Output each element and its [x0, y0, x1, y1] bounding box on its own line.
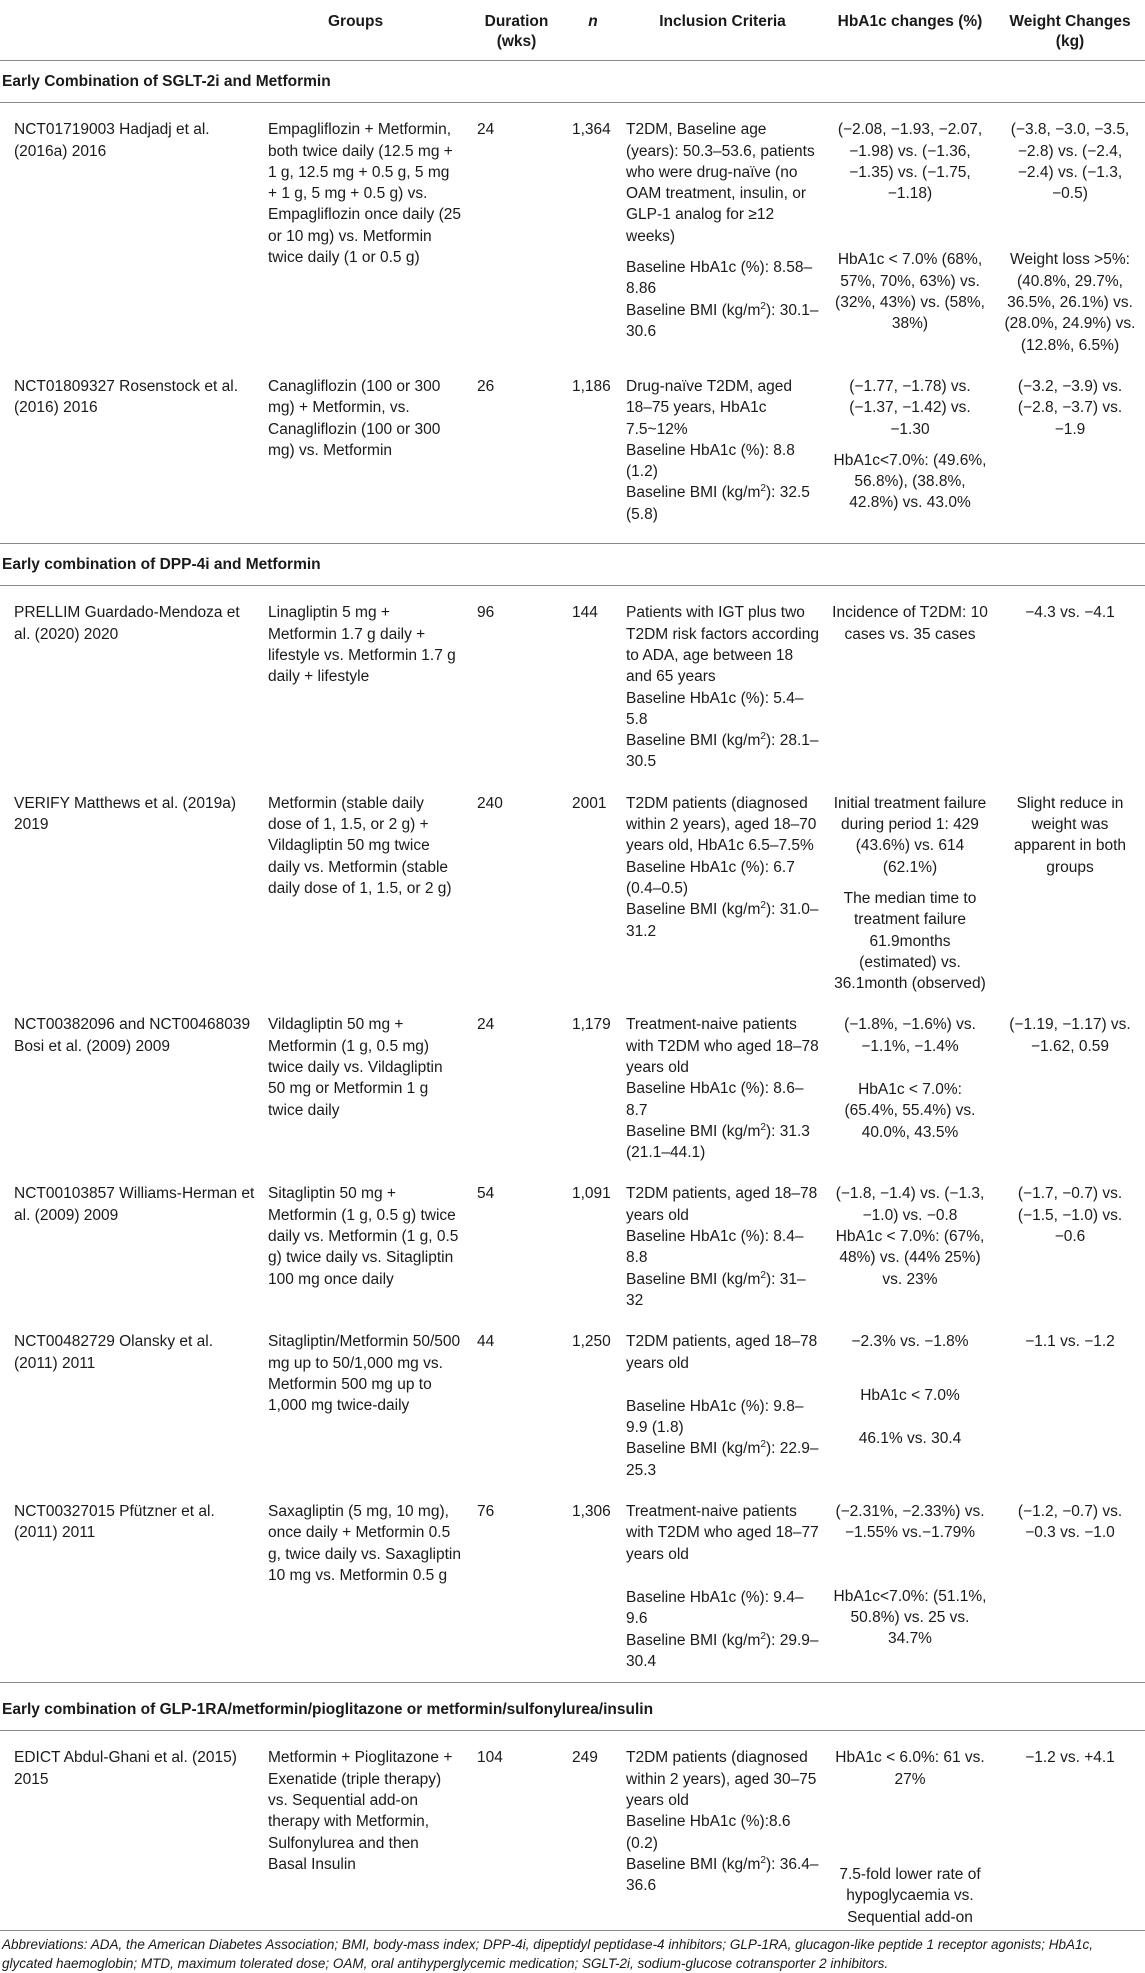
hba1c-target: HbA1c < 7.0%: (67%, 48%) vs. (44% 25%) vs. 23% — [835, 1228, 985, 1288]
hba1c-change: (−1.8, −1.4) vs. (−1.3, −1.0) vs. −0.8 — [835, 1185, 985, 1224]
bmi-value: ): 31.3 (21.1–44.1) — [626, 1122, 810, 1162]
inclusion-text: Treatment-naive patients with T2DM who aged 18–77 years old — [626, 1503, 819, 1563]
cell-groups: Vildagliptin 50 mg + Metformin (1 g, 0.5 mg) twice daily vs. Vildagliptin 50 mg or Metformin 1 g twice daily — [268, 1016, 443, 1119]
header-n — [566, 0, 620, 61]
section-title: Early combination of DPP-4i and Metformin — [0, 544, 1145, 586]
cell-groups: Empagliflozin + Metformin, both twice daily (12.5 mg + 1 g, 12.5 mg + 0.5 g, 5 mg + 1 g, 5 mg + 0.5 g) vs. Empagliflozin once daily (25 or 10 mg) vs. Metformin twice daily (1 or 0.5 g) — [268, 121, 461, 267]
inclusion-text: T2DM patients (diagnosed within 2 years), aged 18–70 years old, HbA1c 6.5–7.5% — [626, 794, 817, 855]
table-row — [0, 777, 1145, 999]
hba1c-change: −2.3% vs. −1.8% — [851, 1333, 969, 1351]
cell-groups: Metformin + Pioglitazone + Exenatide (triple therapy) vs. Sequential add-on therapy with Metformin, Sulfonylurea and then Basal Insulin — [262, 1731, 467, 1930]
inclusion-text: Drug-naïve T2DM, aged 18–75 years, HbA1c 7.5~12% — [626, 377, 792, 438]
bmi-label: Baseline BMI (kg/m — [626, 732, 761, 750]
bmi-value: ): 22.9–25.3 — [626, 1440, 819, 1479]
inclusion-hba1c: Baseline HbA1c (%): 8.8 (1.2) — [626, 441, 795, 481]
inclusion-bmi — [626, 730, 819, 773]
cell-hba1c — [825, 1315, 995, 1485]
inclusion-hba1c: Baseline HbA1c (%): 9.8–9.9 (1.8) — [626, 1397, 804, 1437]
table-row — [0, 360, 1145, 544]
bmi-label: Baseline BMI (kg/m — [626, 1631, 761, 1649]
inclusion-bmi — [626, 899, 819, 942]
table-row — [0, 103, 1145, 360]
cell-duration: 26 — [467, 360, 566, 544]
cell-groups: Metformin (stable daily dose of 1, 1.5, or 2 g) + Vildagliptin 50 mg twice daily vs. Metformin (stable daily dose of 1, 1.5, or 2 g) — [268, 794, 452, 897]
inclusion-bmi — [626, 1630, 819, 1673]
cell-duration: 44 — [477, 1333, 495, 1351]
cell-groups: Sitagliptin 50 mg + Metformin (1 g, 0.5 g) twice daily vs. Metformin (1 g, 0.5 g) twice daily vs. Sitagliptin 100 mg once daily — [268, 1185, 459, 1288]
table-row — [0, 586, 1145, 777]
inclusion-hba1c: Baseline HbA1c (%): 8.6–8.7 — [626, 1080, 804, 1119]
cell-groups: Sitagliptin/Metformin 50/500 mg up to 50/1,000 mg vs. Metformin 500 mg up to 1,000 mg twice-daily — [268, 1333, 461, 1415]
inclusion-text: Treatment-naive patients with T2DM who aged 18–78 years old — [626, 1016, 819, 1076]
inclusion-bmi — [626, 1438, 819, 1481]
cell-hba1c — [825, 1731, 995, 1930]
inclusion-bmi — [626, 482, 819, 525]
cell-hba1c — [825, 1485, 995, 1683]
bmi-label: Baseline BMI (kg/m — [626, 301, 761, 319]
hypoglycaemia: 7.5-fold lower rate of hypoglycaemia vs. Sequential add-on — [839, 1866, 981, 1926]
cell-hba1c — [825, 998, 995, 1167]
inclusion-text: Patients with IGT plus two T2DM risk factors according to ADA, age between 18 and 65 years — [626, 604, 819, 686]
header-study — [0, 0, 262, 61]
bmi-value: ): 31.0–31.2 — [626, 901, 819, 940]
cell-weight: (−3.2, −3.9) vs. (−2.8, −3.7) vs. −1.9 — [995, 360, 1145, 544]
cell-duration: 54 — [477, 1185, 495, 1203]
cell-inclusion — [620, 1731, 825, 1930]
superscript: 2 — [760, 1121, 766, 1133]
inclusion-text: T2DM, Baseline age (years): 50.3–53.6, patients who were drug-naïve (no OAM treatment, insulin, or GLP-1 analog for ≥12 weeks) — [626, 121, 815, 245]
cell-groups: Saxagliptin (5 mg, 10 mg), once daily + Metformin 0.5 g, twice daily vs. Saxagliptin 10 mg vs. Metformin 0.5 g — [262, 1485, 467, 1683]
cell-weight: −1.1 vs. −1.2 — [1025, 1333, 1115, 1351]
cell-n: 2001 — [572, 794, 607, 812]
cell-duration: 240 — [477, 794, 503, 812]
inclusion-hba1c: Baseline HbA1c (%):8.6 (0.2) — [626, 1813, 791, 1852]
bmi-label: Baseline BMI (kg/m — [626, 1855, 761, 1873]
superscript: 2 — [760, 483, 766, 495]
cell-n: 1,186 — [566, 360, 620, 544]
cell-hba1c — [825, 1167, 995, 1315]
inclusion-hba1c: Baseline HbA1c (%): 9.4–9.6 — [626, 1588, 804, 1628]
footnote-abbreviations: Abbreviations: ADA, the American Diabetes Association; BMI, body-mass index; DPP-4i, dipeptidyl peptidase-4 inhibitors; GLP-1RA, glucagon-like peptide 1 receptor agonists; HbA1c, glycated haemoglobin; MTD, maximum tolerated dose; OAM, oral antihyperglycemic medication; SGLT-2i, sodium-glucose cotransporter 2 inhibitors. — [2, 1936, 1094, 1971]
cell-groups: Linagliptin 5 mg + Metformin 1.7 g daily + lifestyle vs. Metformin 1.7 g daily + lifestyle — [268, 604, 456, 686]
cell-study: PRELLIM Guardado-Mendoza et al. (2020) 2020 — [14, 604, 240, 643]
cell-study: NCT00103857 Williams-Herman et al. (2009) 2009 — [14, 1185, 255, 1224]
cell-study: NCT00327015 Pfützner et al. (2011) 2011 — [0, 1485, 262, 1683]
table-row — [0, 1167, 1145, 1315]
cell-weight: (−1.19, −1.17) vs. −1.62, 0.59 — [1009, 1016, 1131, 1055]
hba1c-target: HbA1c < 7.0% (68%, 57%, 70%, 63%) vs. (32%, 43%) vs. (58%, 38%) — [835, 251, 985, 333]
weight-change: (−3.8, −3.0, −3.5, −2.8) vs. (−2.4, −2.4) vs. (−1.3, −0.5) — [1010, 121, 1130, 203]
hba1c-target: HbA1c < 7.0% — [860, 1386, 960, 1404]
hba1c-target: HbA1c < 7.0%: (65.4%, 55.4%) vs. 40.0%, 43.5% — [844, 1080, 976, 1141]
header-weight: Weight Changes (kg) — [995, 0, 1145, 61]
cell-hba1c: Incidence of T2DM: 10 cases vs. 35 cases — [832, 604, 988, 643]
hba1c-target: HbA1c<7.0%: (49.6%, 56.8%), (38.8%, 42.8%) vs. 43.0% — [833, 451, 987, 512]
cell-study: NCT01809327 Rosenstock et al. (2016) 2016 — [0, 360, 262, 544]
superscript: 2 — [760, 1439, 766, 1451]
cell-n: 144 — [572, 604, 598, 622]
cell-weight: Slight reduce in weight was apparent in both groups — [1013, 794, 1127, 876]
cell-duration: 24 — [477, 1016, 495, 1034]
cell-weight: −4.3 vs. −4.1 — [1025, 604, 1115, 622]
cell-inclusion — [620, 586, 825, 777]
inclusion-hba1c: Baseline HbA1c (%): 6.7 (0.4–0.5) — [626, 858, 795, 897]
weight-loss: Weight loss >5%: (40.8%, 29.7%, 36.5%, 26.1%) vs. (28.0%, 24.9%) vs. (12.8%, 6.5%) — [1004, 251, 1136, 354]
hba1c-change: (−2.08, −1.93, −2.07, −1.98) vs. (−1.36, −1.35) vs. (−1.75, −1.18) — [837, 121, 983, 203]
inclusion-hba1c: Baseline HbA1c (%): 8.58–8.86 — [626, 259, 813, 298]
header-duration: Duration (wks) — [467, 0, 566, 61]
table-row — [0, 1315, 1145, 1485]
cell-inclusion — [620, 1485, 825, 1683]
cell-n: 1,250 — [572, 1333, 611, 1351]
superscript: 2 — [760, 300, 766, 312]
header-row — [0, 0, 1145, 61]
cell-weight — [995, 103, 1145, 360]
hba1c-change: (−2.31%, −2.33%) vs.−1.55% vs.−1.79% — [835, 1503, 985, 1542]
bmi-value: ): 31–32 — [626, 1270, 806, 1309]
header-n-text: n — [588, 13, 598, 30]
cell-inclusion — [620, 103, 825, 360]
bmi-label: Baseline BMI (kg/m — [626, 1122, 761, 1140]
header-groups: Groups — [262, 0, 467, 61]
cell-n: 1,091 — [572, 1185, 611, 1203]
superscript: 2 — [760, 730, 766, 742]
superscript: 2 — [760, 1269, 766, 1281]
superscript: 2 — [760, 1854, 766, 1866]
bmi-value: ): 36.4–36.6 — [626, 1855, 819, 1895]
hba1c-change: (−1.77, −1.78) vs. (−1.37, −1.42) vs. −1.30 — [849, 377, 971, 438]
cell-duration: 96 — [477, 604, 495, 622]
bmi-label: Baseline BMI (kg/m — [626, 901, 761, 919]
hba1c-change: (−1.8%, −1.6%) vs. −1.1%, −1.4% — [844, 1016, 976, 1055]
cell-inclusion — [620, 777, 825, 999]
cell-duration: 104 — [467, 1731, 566, 1930]
hba1c-median: The median time to treatment failure 61.9months (estimated) vs. 36.1month (observed) — [834, 889, 986, 993]
cell-duration: 76 — [467, 1485, 566, 1683]
table-row — [0, 998, 1145, 1167]
cell-study: NCT00482729 Olansky et al. (2011) 2011 — [14, 1333, 214, 1372]
bmi-value: ): 28.1–30.5 — [626, 732, 819, 771]
header-hba1c: HbA1c changes (%) — [825, 0, 995, 61]
bmi-value: ): 29.9–30.4 — [626, 1631, 819, 1670]
hba1c-target: HbA1c<7.0%: (51.1%, 50.8%) vs. 25 vs. 34.7% — [833, 1587, 987, 1648]
hba1c-result: 46.1% vs. 30.4 — [858, 1429, 962, 1447]
cell-n: 249 — [566, 1731, 620, 1930]
inclusion-hba1c: Baseline HbA1c (%): 5.4–5.8 — [626, 689, 804, 728]
cell-n: 1,364 — [572, 121, 611, 139]
cell-inclusion — [620, 1167, 825, 1315]
cell-weight: (−1.7, −0.7) vs. (−1.5, −1.0) vs. −0.6 — [1017, 1185, 1123, 1246]
inclusion-bmi — [626, 1121, 819, 1164]
cell-hba1c — [825, 777, 995, 999]
header-inclusion: Inclusion Criteria — [620, 0, 825, 61]
cell-inclusion — [620, 360, 825, 544]
cell-hba1c — [825, 103, 995, 360]
cell-hba1c — [825, 360, 995, 544]
table-row — [0, 1485, 1145, 1683]
bmi-label: Baseline BMI (kg/m — [626, 484, 761, 502]
cell-groups: Canagliflozin (100 or 300 mg) + Metformin, vs. Canagliflozin (100 or 300 mg) vs. Metformin — [262, 360, 467, 544]
bmi-label: Baseline BMI (kg/m — [626, 1440, 761, 1458]
cell-study: NCT00382096 and NCT00468039 Bosi et al. (2009) 2009 — [14, 1016, 251, 1055]
cell-inclusion — [620, 1315, 825, 1485]
cell-study: VERIFY Matthews et al. (2019a) 2019 — [14, 794, 236, 834]
superscript: 2 — [760, 900, 766, 912]
cell-study: NCT01719003 Hadjadj et al. (2016a) 2016 — [14, 121, 210, 160]
superscript: 2 — [760, 1630, 766, 1642]
cell-inclusion — [620, 998, 825, 1167]
cell-study: EDICT Abdul-Ghani et al. (2015) 2015 — [0, 1731, 262, 1930]
table-row — [0, 1731, 1145, 1930]
cell-n: 1,306 — [566, 1485, 620, 1683]
cell-weight: (−1.2, −0.7) vs. −0.3 vs. −1.0 — [995, 1485, 1145, 1683]
cell-weight: −1.2 vs. +4.1 — [995, 1731, 1145, 1930]
section-title: Early Combination of SGLT-2i and Metformin — [0, 61, 1145, 103]
section-row-sglt2i — [0, 61, 1145, 103]
hba1c-change: Initial treatment failure during period 1: 429 (43.6%) vs. 614 (62.1%) — [833, 794, 987, 876]
inclusion-hba1c: Baseline HbA1c (%): 8.4–8.8 — [626, 1228, 804, 1267]
cell-duration: 24 — [477, 121, 495, 139]
inclusion-text: T2DM patients, aged 18–78 years old — [626, 1333, 818, 1372]
inclusion-text: T2DM patients, aged 18–78 years old — [626, 1185, 818, 1224]
bmi-value: ): 32.5 (5.8) — [626, 484, 810, 523]
cell-n: 1,179 — [572, 1016, 611, 1034]
section-title: Early combination of GLP-1RA/metformin/pioglitazone or metformin/sulfonylurea/insulin — [0, 1683, 1145, 1731]
inclusion-bmi — [626, 300, 819, 343]
section-row-dpp4i — [0, 544, 1145, 586]
inclusion-bmi — [626, 1854, 819, 1897]
section-row-glp1ra — [0, 1683, 1145, 1731]
bmi-label: Baseline BMI (kg/m — [626, 1270, 761, 1288]
inclusion-text: T2DM patients (diagnosed within 2 years), aged 30–75 years old — [626, 1749, 817, 1809]
inclusion-bmi — [626, 1269, 819, 1312]
hba1c-target: HbA1c < 6.0%: 61 vs. 27% — [835, 1749, 985, 1788]
bmi-value: ): 30.1–30.6 — [626, 301, 819, 340]
